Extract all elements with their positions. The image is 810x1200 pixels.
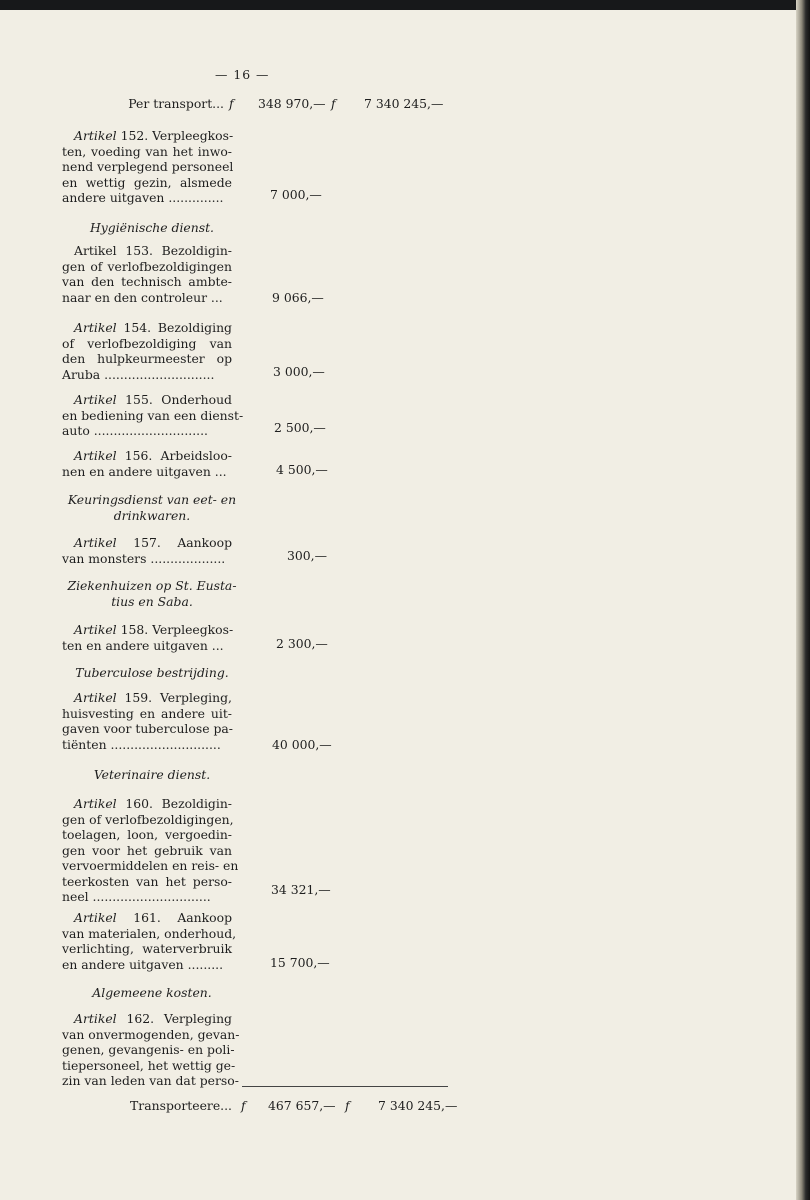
amount-156: 4 500,— bbox=[276, 462, 328, 477]
article-label: Artikel bbox=[74, 448, 117, 463]
scan-right-edge bbox=[796, 0, 810, 1200]
section-ziekenhuizen: Ziekenhuizen op St. Eusta- tius en Saba. bbox=[67, 578, 237, 609]
article-157: Artikel 157. Aankoop van monsters ................... bbox=[62, 535, 232, 566]
transport-amount-bottom-2: 7 340 245,— bbox=[378, 1098, 458, 1113]
article-160: Artikel 160. Bezoldigin- gen of verlofbezoldigingen, toelagen, loon, vergoedin- gen voor het gebruik van vervoermiddelen en reis- en teerkosten van het perso- neel .............................. bbox=[62, 796, 239, 904]
transport-amount-top-1: 348 970,— bbox=[258, 96, 326, 111]
article-label: Artikel bbox=[74, 320, 117, 335]
article-156: Artikel 156. Arbeidsloo- nen en andere uitgaven ... bbox=[62, 448, 232, 479]
article-155: Artikel 155. Onderhoud en bediening van een dienst- auto ............................. bbox=[62, 392, 244, 438]
footer-rule bbox=[242, 1086, 448, 1087]
section-veterinaire-dienst: Veterinaire dienst. bbox=[93, 767, 211, 782]
amount-158: 2 300,— bbox=[276, 636, 328, 651]
article-158: Artikel 158. Verpleegkos- ten en andere uitgaven ... bbox=[62, 622, 234, 653]
article-label: Artikel bbox=[74, 1011, 117, 1026]
transport-amount-top-2: 7 340 245,— bbox=[364, 96, 444, 111]
amount-155: 2 500,— bbox=[274, 420, 326, 435]
amount-153: 9 066,— bbox=[272, 290, 324, 305]
transport-label-bottom: Transporteere... bbox=[130, 1098, 232, 1113]
article-159: Artikel 159. Verpleging, huisvesting en andere uit- gaven voor tuberculose pa- tiënten ............................ bbox=[62, 690, 233, 752]
article-152: Artikel 152. Verpleegkos- ten, voeding van het inwo- nend verplegend personeel en wettig gezin, alsmede andere uitgaven .............. bbox=[62, 128, 234, 205]
amount-157: 300,— bbox=[287, 548, 327, 563]
section-hygienische-dienst: Hygiënische dienst. bbox=[89, 220, 214, 235]
article-label: Artikel bbox=[74, 622, 117, 637]
article-label: Artikel bbox=[74, 392, 117, 407]
section-algemeene-kosten: Algemeene kosten. bbox=[92, 985, 212, 1000]
currency-mark-top-1: f bbox=[229, 96, 234, 111]
article-label: Artikel bbox=[74, 796, 117, 811]
amount-160: 34 321,— bbox=[271, 882, 331, 897]
page-number: — 16 — bbox=[215, 67, 270, 82]
amount-161: 15 700,— bbox=[270, 955, 330, 970]
amount-152: 7 000,— bbox=[270, 187, 322, 202]
article-153: Artikel 153. Bezoldigin- gen of verlofbezoldigingen van den technisch ambte- naar en den controleur ... bbox=[62, 243, 232, 305]
article-label: Artikel bbox=[74, 690, 117, 705]
currency-mark-top-2: f bbox=[331, 96, 336, 111]
article-162: Artikel 162. Verpleging van onvermogenden, gevan- genen, gevangenis- en poli- tiepersoneel, het wettig ge- zin van leden van dat perso- bbox=[62, 1011, 240, 1088]
currency-mark-bottom-2: f bbox=[345, 1098, 350, 1113]
article-label: Artikel bbox=[74, 910, 117, 925]
amount-154: 3 000,— bbox=[273, 364, 325, 379]
article-154: Artikel 154. Bezoldiging of verlofbezoldiging van den hulpkeurmeester op Aruba ............................ bbox=[62, 320, 232, 382]
currency-mark-bottom-1: f bbox=[241, 1098, 246, 1113]
section-tuberculose: Tuberculose bestrijding. bbox=[75, 665, 229, 680]
transport-label-top: Per transport... bbox=[128, 96, 224, 111]
article-label: Artikel bbox=[74, 128, 117, 143]
article-161: Artikel 161. Aankoop van materialen, onderhoud, verlichting, waterverbruik en andere uitgaven ......... bbox=[62, 910, 237, 972]
article-label: Artikel bbox=[74, 535, 117, 550]
amount-159: 40 000,— bbox=[272, 737, 332, 752]
section-keuringsdienst: Keuringsdienst van eet- en drinkwaren. bbox=[67, 492, 237, 523]
scan-top-border bbox=[0, 0, 810, 10]
transport-amount-bottom-1: 467 657,— bbox=[268, 1098, 336, 1113]
bleed-through-texture bbox=[262, 100, 442, 1100]
